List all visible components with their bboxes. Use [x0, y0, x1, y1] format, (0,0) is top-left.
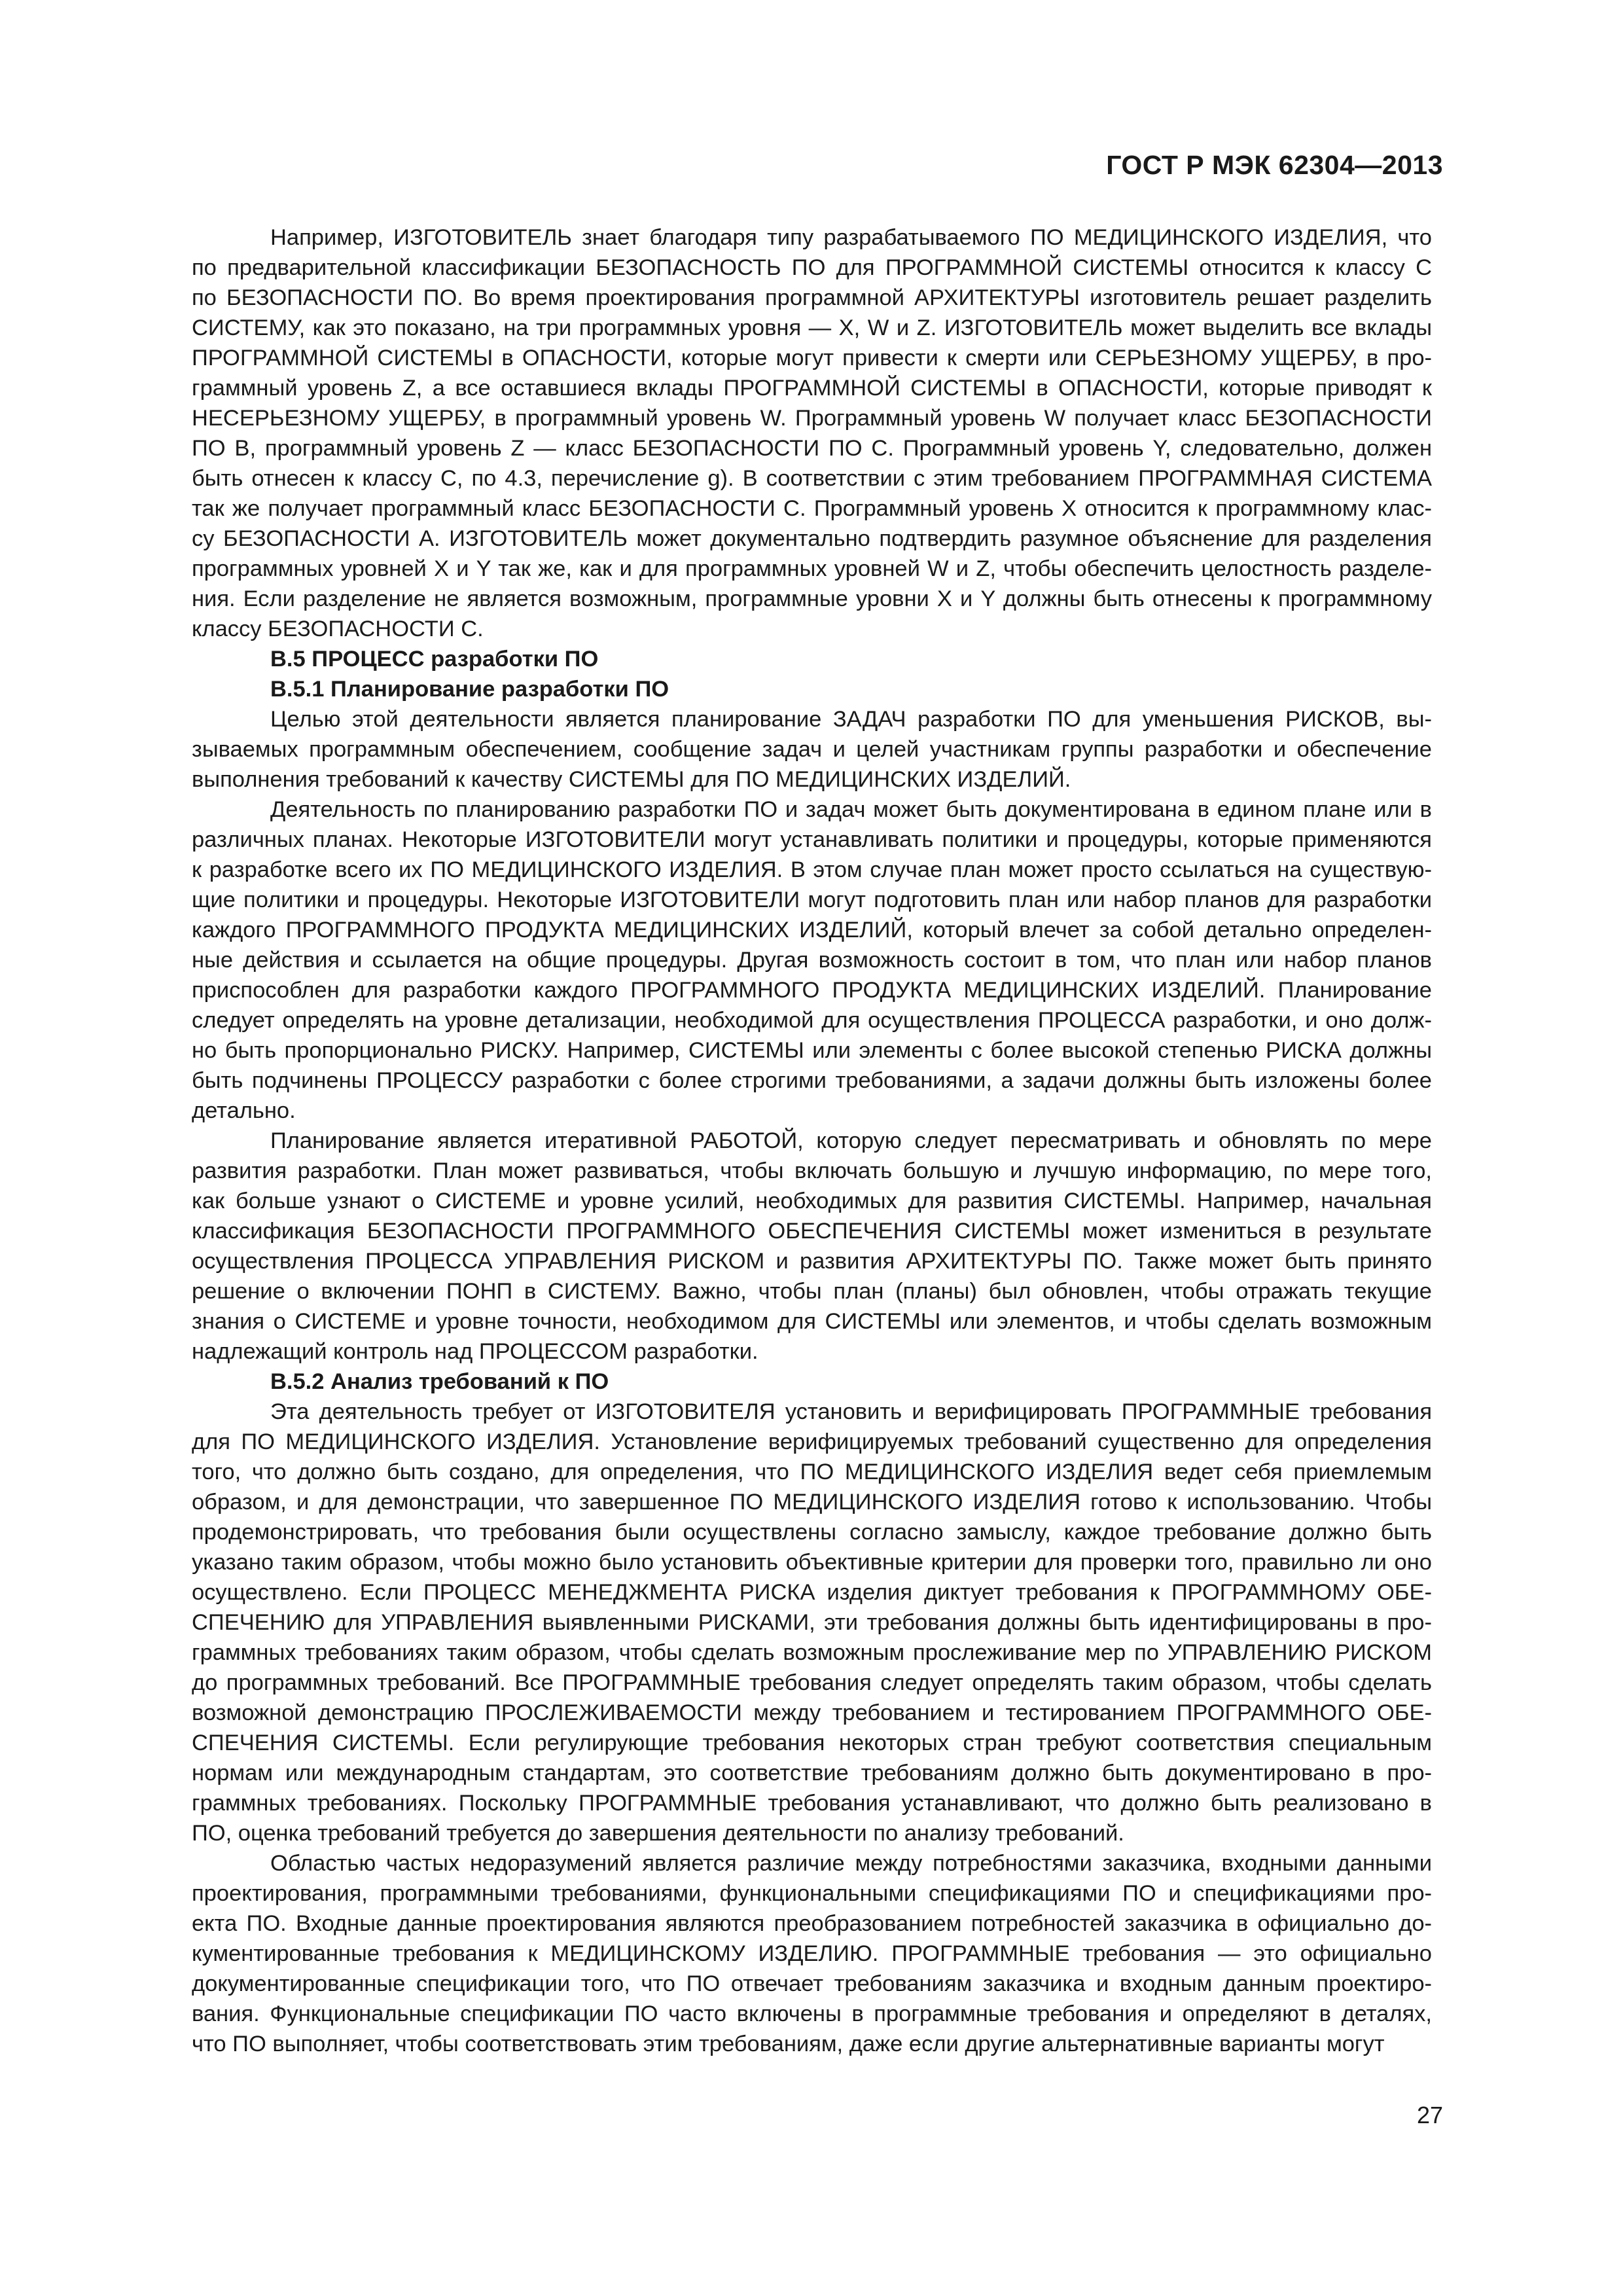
- text-line: возможной демонстрацию ПРОСЛЕЖИВАЕМОСТИ между требованием и тестированием ПРОГРАММНОГО ОБЕ-: [192, 1700, 1432, 1725]
- text-line: так же получает программный класс БЕЗОПАСНОСТИ С. Программный уровень X относится к программному клас-: [192, 496, 1432, 521]
- document-body: [192, 223, 1432, 2059]
- text-line: каждого ПРОГРАММНОГО ПРОДУКТА МЕДИЦИНСКИХ ИЗДЕЛИЙ, который влечет за собой детально определен-: [192, 918, 1432, 942]
- text-line: граммных требованиях. Поскольку ПРОГРАММНЫЕ требования устанавливают, что должно быть реализовано в: [192, 1791, 1432, 1816]
- paragraph: [192, 795, 1432, 1126]
- text-line: су БЕЗОПАСНОСТИ А. ИЗГОТОВИТЕЛЬ может документально подтвердить разумное объяснение для разделения: [192, 526, 1432, 551]
- text-line: Целью этой деятельности является планирование ЗАДАЧ разработки ПО для уменьшения РИСКОВ, вы-: [270, 707, 1432, 732]
- text-line: но быть пропорционально РИСКУ. Например, СИСТЕМЫ или элементы с более высокой степенью РИСКА должны: [192, 1038, 1432, 1063]
- paragraph: [192, 704, 1432, 795]
- text-line: образом, и для демонстрации, что завершенное ПО МЕДИЦИНСКОГО ИЗДЕЛИЯ готово к использованию. Чтобы: [192, 1490, 1432, 1515]
- text-line: кументированные требования к МЕДИЦИНСКОМУ ИЗДЕЛИЮ. ПРОГРАММНЫЕ требования — это официально: [192, 1941, 1432, 1966]
- standard-header: ГОСТ Р МЭК 62304—2013: [1106, 150, 1443, 180]
- text-line: как больше узнают о СИСТЕМЕ и уровне усилий, необходимых для развития СИСТЕМЫ. Например, начальная: [192, 1189, 1432, 1213]
- text-line: щие политики и процедуры. Некоторые ИЗГОТОВИТЕЛИ могут подготовить план или набор планов для разработки: [192, 888, 1432, 912]
- text-line: граммных требованиях таким образом, чтобы сделать возможным прослеживание мер по УПРАВЛЕНИЮ РИСКОМ: [192, 1640, 1432, 1665]
- text-line: нормам или международным стандартам, это соответствие требованиям должно быть документировано в про-: [192, 1761, 1432, 1785]
- text-line: екта ПО. Входные данные проектирования являются преобразованием потребностей заказчика в официально до-: [192, 1911, 1432, 1936]
- text-line: проектирования, программными требованиями, функциональными спецификациями ПО и спецификациями про-: [192, 1881, 1432, 1906]
- section-heading: В.5 ПРОЦЕСС разработки ПО: [270, 647, 599, 672]
- text-line: осуществления ПРОЦЕССА УПРАВЛЕНИЯ РИСКОМ и развития АРХИТЕКТУРЫ ПО. Также может быть принято: [192, 1249, 1432, 1274]
- text-line: СПЕЧЕНИЮ для УПРАВЛЕНИЯ выявленными РИСКАМИ, эти требования должны быть идентифицированы в про-: [192, 1610, 1432, 1635]
- text-line: зываемых программным обеспечением, сообщение задач и целей участникам группы разработки и обеспечение: [192, 737, 1432, 762]
- text-line: НЕСЕРЬЕЗНОМУ УЩЕРБУ, в программный уровень W. Программный уровень W получает класс БЕЗОПАСНОСТИ: [192, 406, 1432, 431]
- text-line: осуществлено. Если ПРОЦЕСС МЕНЕДЖМЕНТА РИСКА изделия диктует требования к ПРОГРАММНОМУ ОБЕ-: [192, 1580, 1432, 1605]
- text-line: классификация БЕЗОПАСНОСТИ ПРОГРАММНОГО ОБЕСПЕЧЕНИЯ СИСТЕМЫ может измениться в результате: [192, 1219, 1432, 1244]
- page-number: 27: [1416, 2102, 1443, 2128]
- text-line: ные действия и ссылается на общие процедуры. Другая возможность состоит в том, что план или набор планов: [192, 948, 1432, 973]
- section-heading: В.5.1 Планирование разработки ПО: [270, 677, 669, 702]
- text-line: приспособлен для разработки каждого ПРОГРАММНОГО ПРОДУКТА МЕДИЦИНСКИХ ИЗДЕЛИЙ. Планирование: [192, 978, 1432, 1003]
- text-line: детально.: [192, 1098, 296, 1123]
- text-line: ПО, оценка требований требуется до завершения деятельности по анализу требований.: [192, 1821, 1124, 1846]
- paragraph: [192, 223, 1432, 644]
- paragraph: [192, 1848, 1432, 2059]
- text-line: ПО В, программный уровень Z — класс БЕЗОПАСНОСТИ ПО С. Программный уровень Y, следовательно, должен: [192, 436, 1432, 461]
- text-line: для ПО МЕДИЦИНСКОГО ИЗДЕЛИЯ. Установление верифицируемых требований существенно для определения: [192, 1429, 1432, 1454]
- text-line: по БЕЗОПАСНОСТИ ПО. Во время проектирования программной АРХИТЕКТУРЫ изготовитель решает разделить: [192, 285, 1432, 310]
- text-line: различных планах. Некоторые ИЗГОТОВИТЕЛИ могут устанавливать политики и процедуры, которые применяются: [192, 827, 1432, 852]
- text-line: быть подчинены ПРОЦЕССУ разработки с более строгими требованиями, а задачи должны быть изложены более: [192, 1068, 1432, 1093]
- paragraph: [192, 1397, 1432, 1848]
- text-line: вания. Функциональные спецификации ПО часто включены в программные требования и определяют в деталях,: [192, 2001, 1432, 2026]
- text-line: Деятельность по планированию разработки ПО и задач может быть документирована в едином плане или в: [270, 797, 1432, 822]
- text-line: решение о включении ПОНП в СИСТЕМУ. Важно, чтобы план (планы) был обновлен, чтобы отражать текущие: [192, 1279, 1432, 1304]
- text-line: Например, ИЗГОТОВИТЕЛЬ знает благодаря типу разрабатываемого ПО МЕДИЦИНСКОГО ИЗДЕЛИЯ, что: [270, 225, 1432, 250]
- text-line: Областью частых недоразумений является различие между потребностями заказчика, входными данными: [270, 1851, 1432, 1876]
- text-line: документированные спецификации того, что ПО отвечает требованиям заказчика и входным данным проектиро-: [192, 1971, 1432, 1996]
- text-line: по предварительной классификации БЕЗОПАСНОСТЬ ПО для ПРОГРАММНОЙ СИСТЕМЫ относится к классу С: [192, 255, 1432, 280]
- text-line: программных уровней X и Y так же, как и для программных уровней W и Z, чтобы обеспечить целостность разделе-: [192, 556, 1432, 581]
- section-heading: В.5.2 Анализ требований к ПО: [270, 1369, 609, 1394]
- text-line: к разработке всего их ПО МЕДИЦИНСКОГО ИЗДЕЛИЯ. В этом случае план может просто ссылаться на существую-: [192, 857, 1432, 882]
- text-line: следует определять на уровне детализации, необходимой для осуществления ПРОЦЕССА разработки, и оно долж-: [192, 1008, 1432, 1033]
- text-line: до программных требований. Все ПРОГРАММНЫЕ требования следует определять таким образом, чтобы сделать: [192, 1670, 1432, 1695]
- text-line: развития разработки. План может развиваться, чтобы включать большую и лучшую информацию, по мере того,: [192, 1158, 1432, 1183]
- text-line: Эта деятельность требует от ИЗГОТОВИТЕЛЯ установить и верифицировать ПРОГРАММНЫЕ требования: [270, 1399, 1432, 1424]
- text-line: указано таким образом, чтобы можно было установить объективные критерии для проверки того, правильно ли оно: [192, 1550, 1432, 1575]
- paragraph: [192, 1126, 1432, 1367]
- text-line: СПЕЧЕНИЯ СИСТЕМЫ. Если регулирующие требования некоторых стран требуют соответствия специальным: [192, 1731, 1432, 1755]
- text-line: ния. Если разделение не является возможным, программные уровни X и Y должны быть отнесены к программному: [192, 586, 1432, 611]
- text-line: что ПО выполняет, чтобы соответствовать этим требованиям, даже если другие альтернативные варианты могут: [192, 2032, 1385, 2056]
- text-line: ПРОГРАММНОЙ СИСТЕМЫ в ОПАСНОСТИ, которые могут привести к смерти или СЕРЬЕЗНОМУ УЩЕРБУ, в про-: [192, 346, 1432, 370]
- text-line: знания о СИСТЕМЕ и уровне точности, необходимом для СИСТЕМЫ или элементов, и чтобы сделать возможным: [192, 1309, 1432, 1334]
- text-line: выполнения требований к качеству СИСТЕМЫ для ПО МЕДИЦИНСКИХ ИЗДЕЛИЙ.: [192, 767, 1071, 792]
- text-line: классу БЕЗОПАСНОСТИ С.: [192, 617, 484, 641]
- text-line: того, что должно быть создано, для определения, что ПО МЕДИЦИНСКОГО ИЗДЕЛИЯ ведет себя приемлемым: [192, 1460, 1432, 1484]
- text-line: продемонстрировать, что требования были осуществлены согласно замыслу, каждое требование должно быть: [192, 1520, 1432, 1545]
- text-line: быть отнесен к классу С, по 4.3, перечисление g). В соответствии с этим требованием ПРОГРАММНАЯ СИСТЕМА: [192, 466, 1432, 491]
- text-line: граммный уровень Z, а все оставшиеся вклады ПРОГРАММНОЙ СИСТЕМЫ в ОПАСНОСТИ, которые приводят к: [192, 376, 1432, 401]
- text-line: СИСТЕМУ, как это показано, на три программных уровня — X, W и Z. ИЗГОТОВИТЕЛЬ может выделить все вклады: [192, 315, 1432, 340]
- text-line: надлежащий контроль над ПРОЦЕССОМ разработки.: [192, 1339, 758, 1364]
- text-line: Планирование является итеративной РАБОТОЙ, которую следует пересматривать и обновлять по мере: [270, 1128, 1432, 1153]
